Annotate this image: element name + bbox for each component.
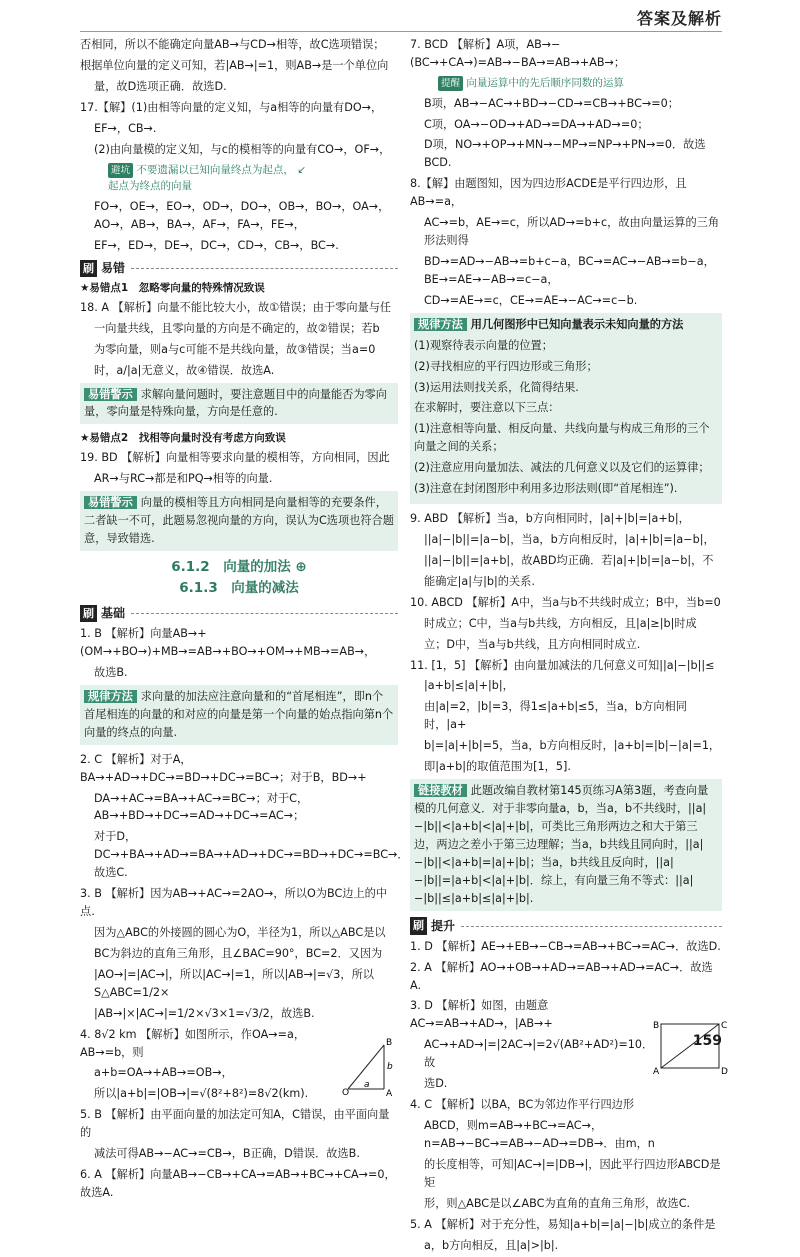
q11-line: b|=|a|+|b|=5，当a，b方向相反时，|a+b|=|b|−|a|=1，: [424, 739, 721, 753]
section-label: 提升: [431, 918, 456, 933]
q6-line: 6. A 【解析】向量AB→−CB→+CA→=AB→+BC→+CA→=0，故选A.: [80, 1168, 396, 1199]
q9-line: 9. ABD 【解析】当a，b方向相同时，|a|+|b|=|a+b|，: [410, 512, 690, 526]
method-item: (2)寻找相应的平行四边形或三角形；: [414, 359, 598, 373]
warning-text: 求解向量问题时，要注意题目中的向量能否为零向量，零向量是特殊向量，方向是任意的.: [84, 387, 387, 419]
q7-line: C项，OA→−OD→+AD→=DA→+AD→=0；: [424, 117, 649, 131]
q7-line: 7. BCD 【解析】A项，AB→−(BC→+CA→)=AB→−BA→=AB→+AB→；: [410, 38, 626, 69]
t1-line: 1. D 【解析】AE→+EB→−CB→=AB→+BC→=AC→．故选D.: [410, 939, 721, 953]
q11-line: 由|a|=2，|b|=3，得1≤|a+b|≤5，当a，b方向相同时，|a+: [424, 700, 687, 732]
q3-line: 因为△ABC的外接圆的圆心为O，半径为1，所以△ABC是以: [94, 926, 386, 940]
q19-line: 19. BD 【解析】向量相等要求向量的模相等，方向相同，因此: [80, 451, 390, 465]
t3-block: [410, 997, 729, 1096]
fig4-label: B: [386, 1037, 393, 1048]
q11-line: |a+b|≤|a|+|b|，: [424, 679, 514, 693]
q4-line: a+b=OA→+AB→=OB→，: [94, 1066, 233, 1080]
q17-line: FO→，OE→，EO→，OD→，DO→，OB→，BO→，OA→，AO→，AB→，BA→，AF→，FA→，FE→，: [94, 200, 390, 232]
q3-line: BC为斜边的直角三角形，且∠BAC=90°，BC=2．又因为: [94, 946, 383, 960]
q8-line: CD→=AE→=c，CE→=AE→−AC→=c−b.: [424, 293, 638, 307]
q18-line: 一向量共线，且零向量的方向是不确定的，故②错误；若b: [94, 321, 380, 335]
t4-line: 4. C 【解析】以BA，BC为邻边作平行四边形: [410, 1098, 635, 1112]
q17-line: 17.【解】(1)由相等向量的定义知，与a相等的向量有DO→，: [80, 100, 383, 114]
q5-line: 5. B 【解析】由平面向量的加法定可知A，C错误，由平面向量的: [80, 1108, 390, 1140]
q7-line: B项，AB→−AC→+BD→−CD→=CB→+BC→=0；: [424, 96, 679, 110]
t5-line: a，b方向相反，且|a|>|b|.: [424, 1238, 559, 1252]
curve-arrow-icon: ↙: [297, 163, 307, 176]
method-title: 用几何图形中已知向量表示未知向量的方法: [470, 317, 684, 331]
warning-box-1: [80, 383, 398, 425]
q17-line: EF→，ED→，DE→，DC→，CD→，CB→，BC→.: [94, 238, 339, 252]
tip-label: 提醒: [438, 76, 463, 91]
warning-box-2: [80, 491, 398, 551]
text-line: 根据单位向量的定义可知，若|AB→|=1，则AB→是一个单位向: [80, 58, 389, 72]
warning-tag: 易错警示: [84, 388, 137, 401]
section-label: 易错: [101, 260, 126, 275]
fig3-label: D: [721, 1066, 729, 1077]
q18-line: 18. A 【解析】向量不能比较大小，故①错误；由于零向量与任: [80, 300, 392, 314]
q2-line: DA→+AC→=BA→+AC→=BC→；对于C，AB→+BD→+DC→=AD→+DC→=AC→；: [94, 791, 309, 823]
q17-line: (2)由向量模的定义知，与c的模相等的向量有CO→，OF→，: [94, 142, 391, 156]
fig3-label: B: [653, 1020, 660, 1031]
error-point-2: ★易错点2 找相等向量时没有考虑方向致误: [80, 432, 286, 445]
section-divider: [461, 926, 722, 927]
method-item: (1)注意相等向量、相反向量、共线向量与构成三角形的三个向量之间的关系；: [414, 422, 710, 454]
link-tag: 链接教材: [414, 784, 467, 797]
tip-text: 不要遗漏以已知向量终点为起点，: [136, 163, 294, 176]
t4-line: ABCD，则m=AB→+BC→=AC→，n=AB→−BC→=AB→−AD→=DB→．由m，n: [424, 1119, 655, 1150]
t3-line: 选D.: [424, 1077, 448, 1091]
text-line: 否相同，所以不能确定向量AB→与CD→相等，故C选项错误；: [80, 38, 385, 51]
q5-line: 减法可得AB→−AC→=CB→，B正确，D错误．故选B.: [94, 1147, 360, 1161]
q7-tip: [410, 75, 722, 92]
text-line: 量，故D选项正确．故选D.: [94, 79, 227, 93]
page-number: 159: [692, 1033, 722, 1049]
warning-tag: 易错警示: [84, 496, 137, 509]
method-item: (1)观察待表示向量的位置；: [414, 338, 553, 352]
q1-line: 故选B.: [94, 666, 128, 680]
q9-line: ||a|−|b||=|a−b|，当a，b方向相反时，|a|+|b|=|a−b|，: [424, 533, 715, 546]
t3-line: AC→+AD→|=|2AC→|=2√(AB²+AD²)=10．故: [424, 1038, 654, 1070]
q10-line: 立；D中，当a与b共线，且方向相同时成立.: [424, 637, 641, 651]
link-textbook-box: [410, 779, 722, 910]
q4-vector-figure: [342, 1035, 398, 1097]
section-title-6-1-3: 6.1.3 向量的减法: [179, 580, 299, 597]
q10-line: 时成立；C中，当a与b共线，方向相反，且|a|≥|b|时成: [424, 616, 697, 630]
section-divider: [131, 613, 398, 614]
q7-line: D项，NO→+OP→+MN→−MP→=NP→+PN→=0．故选BCD.: [424, 138, 706, 170]
link-text: 此题改编自教材第145页练习A第3题，考查向量模的几何意义．对于非零向量a，b，当a，b不共线时，||a|−|b||<|a+b|<|a|+|b|，可类比三角形两边之和大于第三边，两边之差小于第三边理解；当a，b共线且同向时，||a|−|b||<|a+b|=|a|+|b|；当a，b共线且反向时，||a|−|b||=|a+b|<|a|+|b|．综上，有向量三角不等式：||a|−|b||≤|a+b|≤|a|+|b|.: [414, 784, 709, 905]
section-title-6-1-2: 6.1.2 向量的加法 ⊕: [171, 558, 307, 575]
q9-line: 能确定|a|与|b|的关系.: [424, 574, 535, 588]
section-divider: [131, 268, 398, 269]
q4-line: 所以|a+b|=|OB→|=√(8²+8²)=8√2(km).: [94, 1087, 309, 1101]
method-item: (3)注意在封闭图形中利用多边形法则(即“首尾相连”).: [414, 482, 678, 496]
left-column: [80, 36, 409, 1205]
t2-line: 2. A 【解析】AO→+OB→+AD→=AB→+AD→=AC→．故选A.: [410, 960, 713, 992]
fig4-label: A: [386, 1088, 393, 1099]
brush-icon: 刷: [80, 260, 97, 278]
q17-line: EF→，CB→.: [94, 121, 157, 135]
method-box: [410, 313, 722, 504]
q8-line: 8.【解】由题图知，因为四边形ACDE是平行四边形，且AB→=a，: [410, 177, 687, 209]
brush-icon: 刷: [410, 917, 427, 935]
q18-line: 为零向量，则a与c可能不是共线向量，故③错误；当a=0: [94, 342, 376, 356]
q3-line: 3. B 【解析】因为AB→+AC→=2AO→，所以O为BC边上的中点.: [80, 887, 388, 919]
q3-line: |AO→|=|AC→|，所以|AC→|=1，所以|AB→|=√3，所以S△ABC=1/2×: [94, 967, 374, 999]
t5-line: 5. A 【解析】对于充分性，易知|a+b|=|a|−|b|成立的条件是: [410, 1217, 716, 1231]
rule-box: [80, 685, 398, 745]
t4-line: 的长度相等，可知|AC→|=|DB→|，因此平行四边形ABCD是矩: [424, 1157, 721, 1189]
error-point-1: ★易错点1 忽略零向量的特殊情况致误: [80, 282, 265, 295]
q19-line: AR→与RC→都是和PQ→相等的向量.: [94, 472, 273, 486]
tip-text: 向量运算中的先后顺序同数的运算: [466, 76, 624, 89]
brush-icon: 刷: [80, 605, 97, 623]
tip-label: 避坑: [108, 163, 133, 178]
rule-tag: 规律方法: [84, 690, 137, 703]
q8-line: AC→=b，AE→=c，所以AD→=b+c，故由向量运算的三角形法则得: [424, 216, 720, 248]
q4-block: [80, 1026, 398, 1107]
q2-line: 2. C 【解析】对于A，BA→+AD→+DC→=BD→+DC→=BC→；对于B，BD→+: [80, 752, 367, 784]
fig3-label: C: [721, 1020, 728, 1031]
q17-tip: [80, 162, 398, 196]
header-divider: [80, 31, 722, 32]
q3-line: |AB→|×|AC→|=1/2×√3×1=√3/2，故选B.: [94, 1006, 315, 1020]
section-tisheng: [410, 917, 722, 936]
method-tag: 规律方法: [414, 318, 467, 331]
fig3-label: A: [653, 1066, 660, 1077]
warning-text: 向量的模相等且方向相同是向量相等的充要条件，二者缺一不可，此题易忽视向量的方向，误认为C选项也符合题意，导致错选.: [84, 496, 394, 545]
tip-text: 起点为终点的向量: [108, 180, 192, 193]
q9-line: ||a|−|b||=|a+b|，故ABD均正确．若|a|+|b|=|a−b|，不: [424, 553, 714, 567]
q18-line: 时，a/|a|无意义，故④错误．故选A.: [94, 363, 275, 377]
q10-line: 10. ABCD 【解析】A中，当a与b不共线时成立；B中，当b=0: [410, 595, 721, 609]
q11-line: 即|a+b|的取值范围为[1，5].: [424, 760, 571, 774]
fig4-label: a: [364, 1079, 370, 1090]
fig4-label: b: [387, 1061, 393, 1072]
section-yicuo: [80, 259, 398, 278]
rule-text: 求向量的加法应注意向量和的“首尾相连”，即n个首尾相连的向量的和对应的向量是第一个向量的始点指向第n个向量的终点的向量.: [84, 689, 394, 739]
section-jichu: [80, 604, 398, 623]
method-item: (2)注意应用向量加法、减法的几何意义以及它们的运算律；: [414, 461, 710, 475]
method-item: (3)运用法则找关系，化简得结果.: [414, 380, 579, 394]
method-item: 在求解时，要注意以下三点：: [414, 401, 560, 415]
q11-line: 11. [1，5] 【解析】由向量加减法的几何意义可知||a|−|b||≤: [410, 658, 715, 672]
section-label: 基础: [101, 606, 126, 620]
q2-line: 对于D，DC→+BA→+AD→=BA→+AD→+DC→=BD→+DC→=BC→．故选C.: [94, 830, 409, 880]
q4-line: 4. 8√2 km 【解析】如图所示，作OA→=a，AB→=b，则: [80, 1027, 306, 1059]
page-header-title: 答案及解析: [636, 9, 722, 28]
t3-line: 3. D 【解析】如图，由题意AC→=AB→+AD→，|AB→+: [410, 999, 553, 1031]
q8-line: BD→=AD→−AB→=b+c−a，BC→=AC→−AB→=b−a，BE→=AE→−AB→=c−a，: [424, 255, 715, 286]
t4-line: 形，则△ABC是以∠ABC为直角的直角三角形，故选C.: [424, 1196, 691, 1210]
fig4-label: O: [342, 1087, 350, 1098]
right-column: [410, 36, 729, 1257]
q1-line: 1. B 【解析】向量AB→+(OM→+BO→)+MB→=AB→+BO→+OM→+MB→=AB→，: [80, 627, 376, 659]
